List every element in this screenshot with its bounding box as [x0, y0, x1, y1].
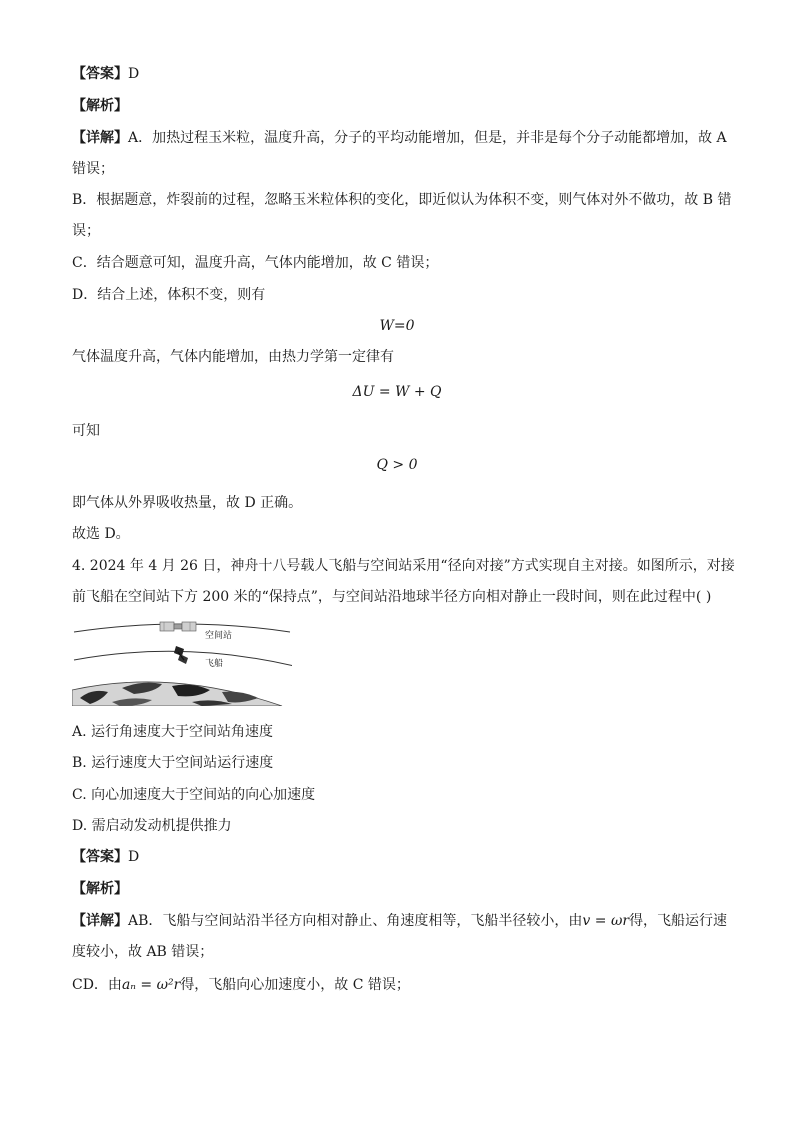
equation-first-law: ΔU = W + Q: [352, 384, 442, 400]
question-4-line-1: 4. 2024 年 4 月 26 日，神舟十八号载人飞船与空间站采用“径向对接”方式实现自主对接。如图所示，对接: [72, 558, 735, 574]
detail-line-ab1: [72, 911, 727, 931]
spaceship-icon: [174, 646, 188, 664]
detail-line-a1: [72, 128, 727, 148]
detail-text-cd-post: 得，飞船向心加速度小，故 C 错误；: [180, 977, 410, 993]
answer-tag-2: 【答案】: [72, 849, 128, 865]
equation-centripetal: aₙ = ω²r: [121, 977, 181, 993]
label-ship: 飞船: [205, 658, 224, 668]
answer-line-1: [72, 64, 139, 84]
text-choice: 故选 D。: [72, 526, 130, 542]
text-first-law: 气体温度升高，气体内能增加，由热力学第一定律有: [72, 349, 394, 365]
space-station-icon: [160, 622, 196, 631]
detail-line-cd: [72, 975, 410, 995]
equation-q-positive: Q > 0: [376, 457, 418, 473]
text-conclusion: 即气体从外界吸收热量，故 D 正确。: [72, 495, 303, 511]
option-c: C. 向心加速度大于空间站的向心加速度: [72, 787, 316, 803]
answer-value-2: D: [128, 849, 140, 865]
analysis-tag: 【解析】: [72, 98, 128, 114]
detail-text-ab1-post: 得，飞船运行速: [629, 913, 728, 929]
detail-line-d: D．结合上述，体积不变，则有: [72, 287, 266, 303]
detail-line-c: C．结合题意可知，温度升高，气体内能增加，故 C 错误；: [72, 255, 439, 271]
option-a: A. 运行角速度大于空间站角速度: [72, 724, 274, 740]
earth-icon: [72, 682, 282, 706]
detail-tag-2: 【详解】: [72, 913, 128, 929]
label-station: 空间站: [205, 630, 233, 640]
answer-value: D: [128, 66, 140, 82]
detail-line-b2: 误；: [72, 223, 100, 239]
detail-text-ab1-pre: AB．飞船与空间站沿半径方向相对静止、角速度相等，飞船半径较小，由: [128, 913, 583, 929]
detail-tag: 【详解】: [72, 130, 128, 146]
detail-text-cd-pre: CD．由: [72, 977, 122, 993]
docking-figure: [72, 618, 292, 706]
detail-line-a2: 错误；: [72, 161, 114, 177]
detail-line-b1: B．根据题意，炸裂前的过程，忽略玉米粒体积的变化，即近似认为体积不变，则气体对外不做功，故 B 错: [72, 192, 732, 208]
equation-v-omega-r: v = ωr: [582, 913, 630, 929]
question-4-line-2: 前飞船在空间站下方 200 米的“保持点”，与空间站沿地球半径方向相对静止一段时间，则在此过程中( ): [72, 589, 712, 605]
option-b: B. 运行速度大于空间站运行速度: [72, 755, 274, 771]
detail-text-a1: A．加热过程玉米粒，温度升高，分子的平均动能增加，但是，并非是每个分子动能都增加，故 A: [128, 130, 727, 146]
text-therefore: 可知: [72, 423, 100, 439]
answer-tag: 【答案】: [72, 66, 128, 82]
option-d: D. 需启动发动机提供推力: [72, 818, 232, 834]
analysis-tag-2: 【解析】: [72, 881, 128, 897]
answer-line-2: [72, 847, 139, 867]
detail-line-ab2: 度较小，故 AB 错误；: [72, 944, 214, 960]
equation-w-zero: W=0: [379, 318, 415, 334]
